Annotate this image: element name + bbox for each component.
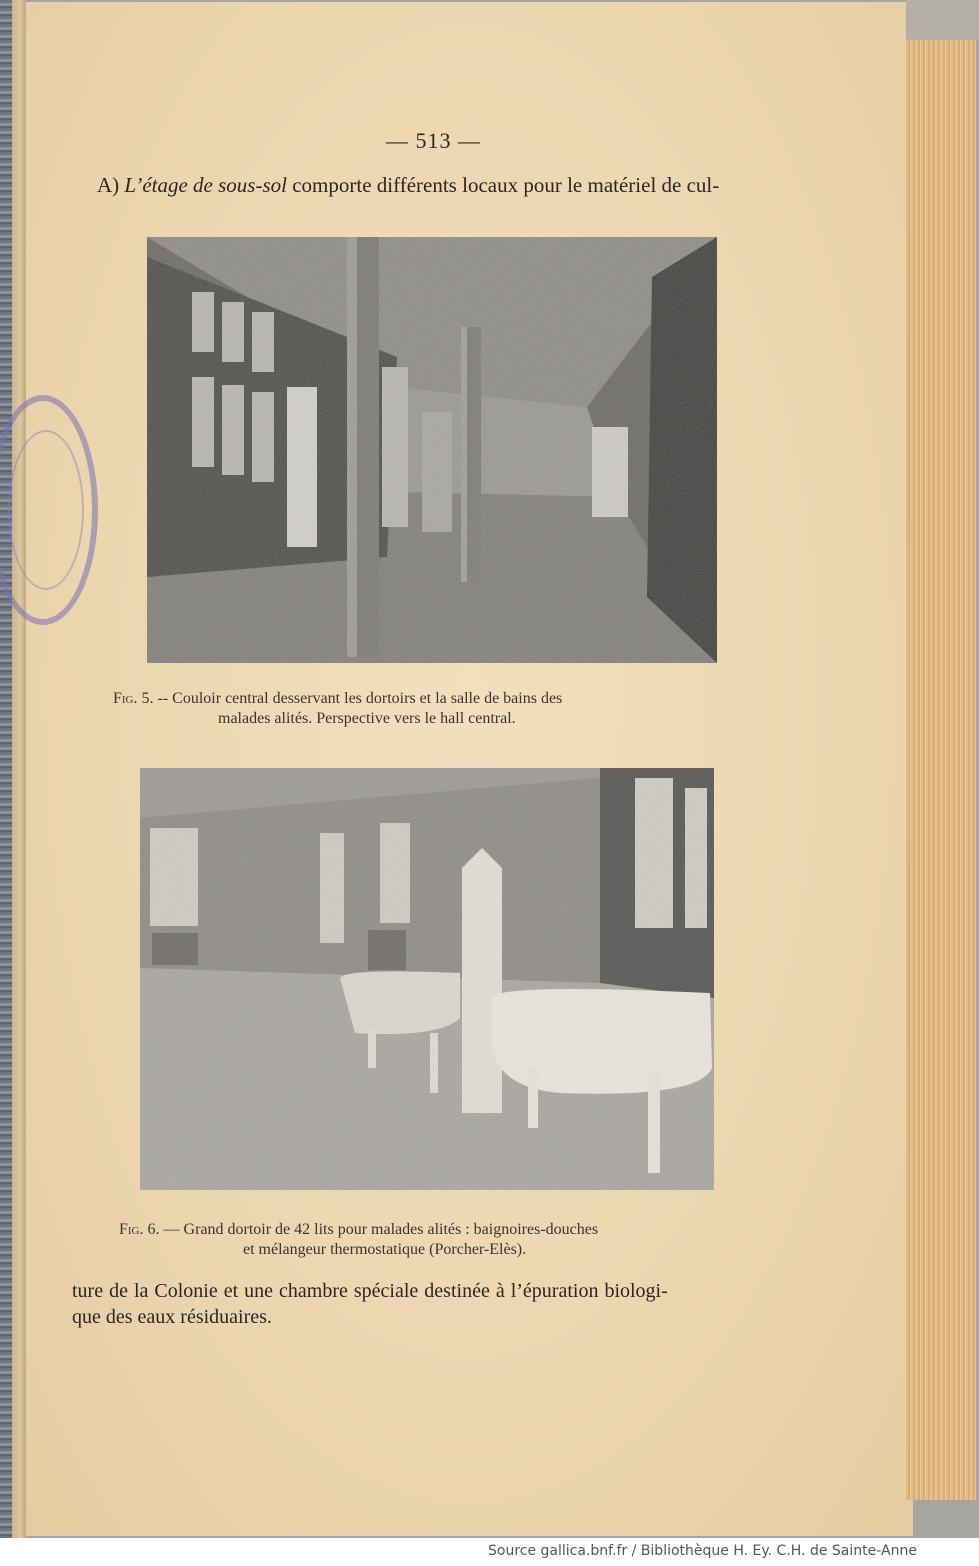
figure-6-caption-line1 — [119, 1221, 598, 1239]
figure-5-caption-line2: malades alités. Perspective vers le hall central. — [218, 710, 516, 727]
intro-italic: L’étage de sous-sol — [124, 173, 287, 197]
intro-line — [97, 173, 719, 198]
dormitory-illustration — [140, 768, 714, 1190]
page-stack-edge — [906, 40, 976, 1500]
intro-rest: comporte différents locaux pour le matériel de cul- — [286, 173, 720, 197]
corridor-illustration — [147, 237, 717, 663]
figure-5-photo — [147, 237, 717, 663]
figure-6-caption-line2: et mélangeur thermostatique (Porcher-Elès). — [243, 1241, 527, 1258]
library-stamp-inner-ring — [8, 430, 84, 590]
figure-5-caption-line1 — [113, 690, 562, 708]
body-text-line1: ture de la Colonie et une chambre spéciale destinée à l’épuration biologi- — [72, 1280, 668, 1302]
page-corner — [906, 0, 979, 40]
figure-6-photo — [140, 768, 714, 1190]
binding-strip — [0, 0, 12, 1538]
figure-6-label: Fig. 6. — [119, 1221, 160, 1238]
source-attribution: Source gallica.bnf.fr / Bibliothèque H. Ey. C.H. de Sainte-Anne — [488, 1543, 917, 1559]
intro-prefix: A) — [97, 173, 125, 197]
figure-5-label: Fig. 5. — [113, 690, 154, 707]
page-number: — 513 — — [386, 128, 481, 153]
figure-6-caption-text: — Grand dortoir de 42 lits pour malades alités : baignoires-douches — [159, 1221, 599, 1238]
body-text-line2: que des eaux résiduaires. — [72, 1306, 272, 1328]
figure-5-caption-text: -- Couloir central desservant les dortoirs et la salle de bains des — [153, 690, 563, 707]
